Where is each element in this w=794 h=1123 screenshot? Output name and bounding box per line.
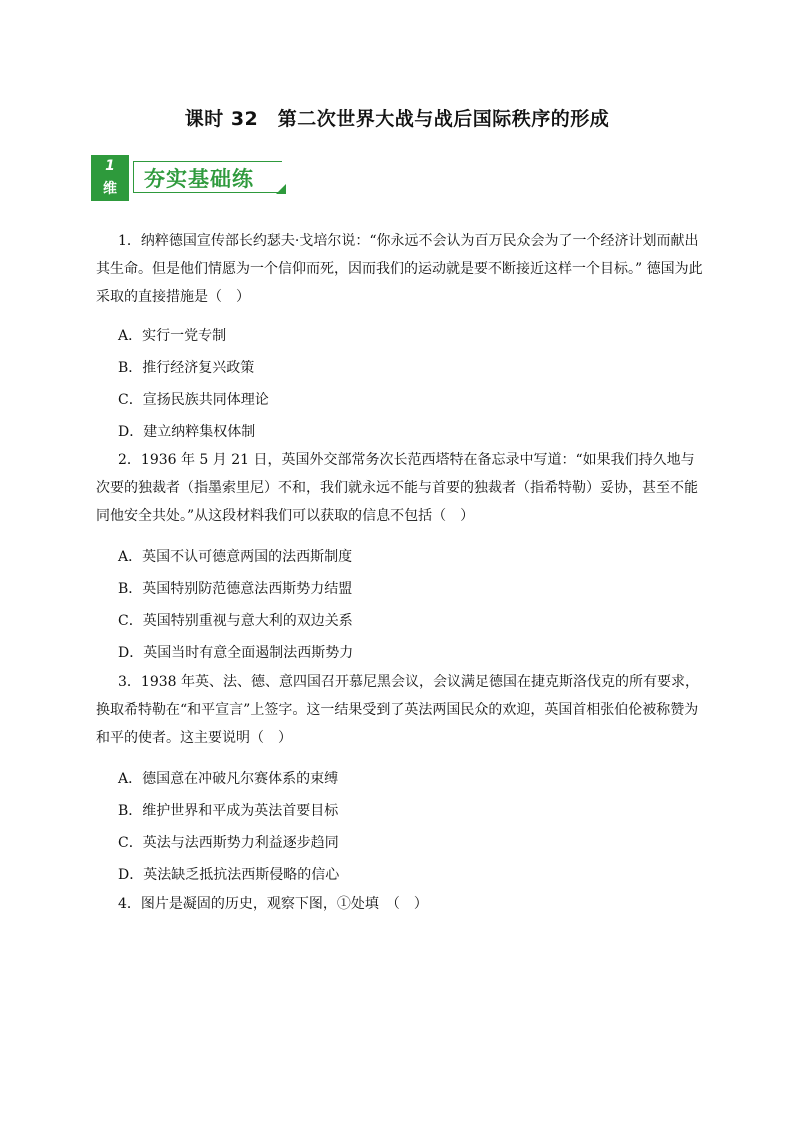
badge-number: 1 xyxy=(105,158,115,174)
corner-decoration xyxy=(276,184,286,194)
page-title: 课时 32 第二次世界大战与战后国际秩序的形成 xyxy=(184,108,610,130)
option-3a[interactable]: A．德国意在冲破凡尔赛体系的束缚 xyxy=(118,771,339,787)
option-3c[interactable]: C．英法与法西斯势力利益逐步趋同 xyxy=(118,835,339,851)
question-stem: 1．纳粹德国宣传部长约瑟夫·戈培尔说：“你永远不会认为百万民众会为了一个经济计划而献出其生命。但是他们情愿为一个信仰而死，因而我们的运动就是要不断接近这样一个目标。” 德国为此采取的直接措施是（ ） xyxy=(96,233,703,305)
option-1b[interactable]: B．推行经济复兴政策 xyxy=(118,360,255,376)
option-2d[interactable]: D．英国当时有意全面遏制法西斯势力 xyxy=(118,645,354,661)
option-2b[interactable]: B．英国特别防范德意法西斯势力结盟 xyxy=(118,581,353,597)
question-4 xyxy=(96,890,706,918)
section-badge xyxy=(91,155,129,201)
question-stem: 4．图片是凝固的历史，观察下图，①处填 （ ） xyxy=(118,896,428,912)
question-1 xyxy=(96,227,706,311)
question-3 xyxy=(96,668,706,752)
section-title: 夯实基础练 xyxy=(144,167,254,191)
option-2a[interactable]: A．英国不认可德意两国的法西斯制度 xyxy=(118,549,353,565)
option-3b[interactable]: B．维护世界和平成为英法首要目标 xyxy=(118,803,339,819)
section-bar xyxy=(133,161,282,193)
section-banner xyxy=(91,155,287,201)
question-stem: 2．1936 年 5 月 21 日，英国外交部常务次长范西塔特在备忘录中写道：“如果我们持久地与次要的独裁者（指墨索里尼）不和，我们就永远不能与首要的独裁者（指希特勒）妥协，甚至不能同他安全共处。”从这段材料我们可以获取的信息不包括（ ） xyxy=(96,452,698,524)
option-3d[interactable]: D．英法缺乏抵抗法西斯侵略的信心 xyxy=(118,867,340,883)
option-1c[interactable]: C．宣扬民族共同体理论 xyxy=(118,392,269,408)
question-stem: 3．1938 年英、法、德、意四国召开慕尼黑会议，会议满足德国在捷克斯洛伐克的所有要求，换取希特勒在“和平宣言”上签字。这一结果受到了英法两国民众的欢迎，英国首相张伯伦被称赞为和平的使者。这主要说明（ ） xyxy=(96,674,699,746)
option-2c[interactable]: C．英国特别重视与意大利的双边关系 xyxy=(118,613,353,629)
option-1d[interactable]: D．建立纳粹集权体制 xyxy=(118,424,256,440)
option-1a[interactable]: A．实行一党专制 xyxy=(118,328,227,344)
question-2 xyxy=(96,446,706,530)
badge-label: 维 xyxy=(103,181,117,197)
